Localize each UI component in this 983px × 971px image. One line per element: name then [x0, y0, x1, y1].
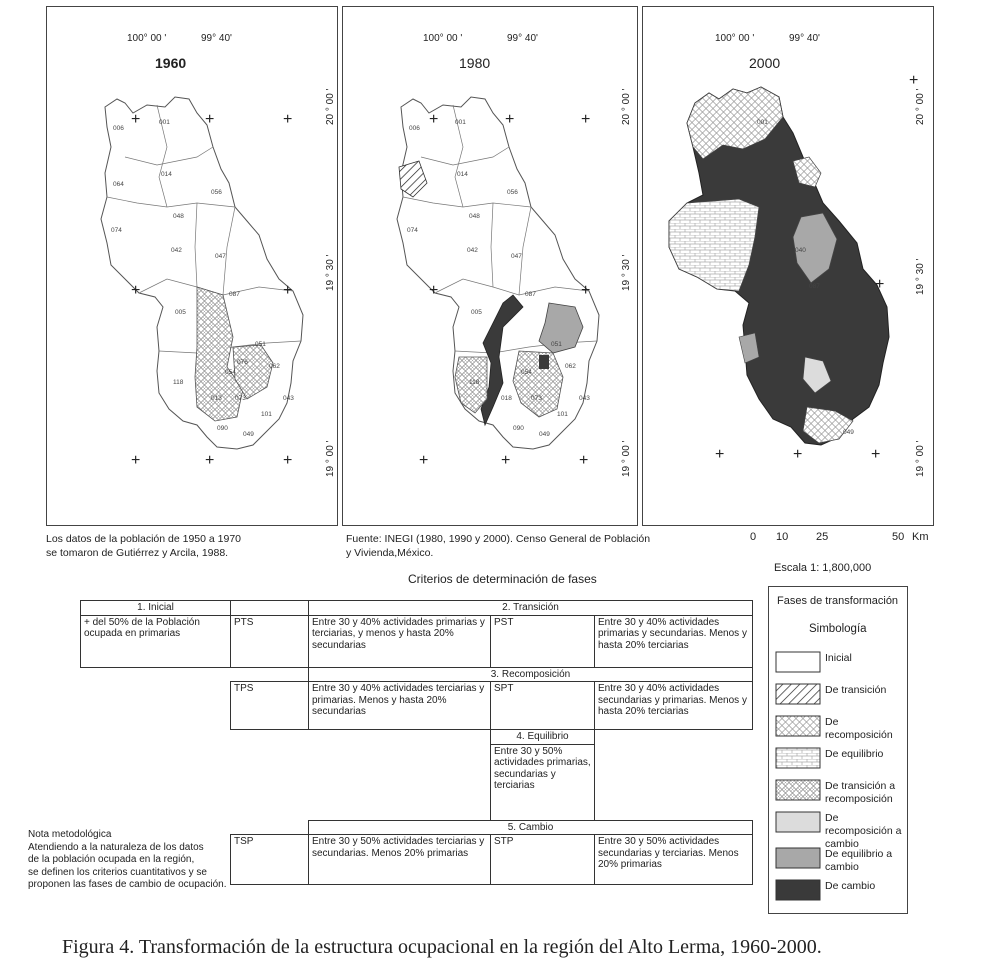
- code-pst: PST: [491, 615, 595, 667]
- municipality-code: 074: [407, 227, 418, 234]
- phase-3-header: 3. Recomposición: [309, 667, 753, 682]
- municipality-code: 049: [843, 429, 854, 436]
- legend-header: Fases de transformación: [777, 595, 899, 607]
- municipality-code: 062: [269, 363, 280, 370]
- phase-1-desc: + del 50% de la Población ocupada en primarias: [81, 615, 231, 667]
- legend: [768, 586, 908, 914]
- map-year: 2000: [749, 55, 781, 71]
- municipality-code: 087: [809, 283, 820, 290]
- municipality-code: 047: [511, 253, 522, 260]
- municipality-code: 087: [525, 291, 536, 298]
- map-panel-2000: [642, 6, 934, 526]
- municipality-code: 001: [455, 119, 466, 126]
- municipality-code: 051: [551, 341, 562, 348]
- grid-cross: +: [501, 452, 511, 469]
- municipality-code: 087: [229, 291, 240, 298]
- municipality-code: 013: [211, 395, 222, 402]
- phase-5-header: 5. Cambio: [309, 820, 753, 835]
- legend-item-transicion: De transición: [775, 681, 903, 713]
- scale-tick: 50: [892, 531, 905, 543]
- region-map-2000: [643, 7, 933, 525]
- code-stp: STP: [491, 835, 595, 885]
- grid-cross: +: [131, 282, 141, 299]
- legend-item-equilibrio-cambio: De equilibrio a cambio: [775, 845, 903, 877]
- phase-2-header: 2. Transición: [309, 601, 753, 616]
- longitude-label-1: 100° 00 ': [127, 33, 167, 44]
- pst-desc: Entre 30 y 40% actividades primarias y secundarias. Menos y hasta 20% terciarias: [595, 615, 753, 667]
- legend-item-transicion-recomposicion: De transición a recomposición: [775, 777, 903, 809]
- latitude-label-mid: 19 ° 30 ': [915, 258, 926, 295]
- municipality-code: 042: [171, 247, 182, 254]
- municipality-code: 062: [565, 363, 576, 370]
- phase-4-header: 4. Equilibrio: [491, 730, 595, 745]
- latitude-label-bot: 19 ° 00 ': [325, 440, 336, 477]
- grid-cross: +: [871, 446, 881, 463]
- region-map-1960: [47, 7, 337, 525]
- legend-item-recomposicion-cambio: De recomposición a cambio: [775, 809, 903, 841]
- map-year: 1980: [459, 55, 491, 71]
- methodology-note: Nota metodológica Atendiendo a la naturaleza de los datos de la población ocupada en la región, se definen los criterios cuantitativos y se proponen las fases de cambio de ocupación.: [28, 829, 227, 890]
- legend-subheader: Simbología: [809, 623, 867, 635]
- scale-tick: Km: [912, 531, 929, 543]
- stp-desc: Entre 30 y 50% actividades secundarias y terciarias. Menos 20% primarias: [595, 835, 753, 885]
- grid-cross: +: [581, 282, 591, 299]
- municipality-code: 090: [513, 425, 524, 432]
- municipality-code: 064: [113, 181, 124, 188]
- source-note-inegi: Fuente: INEGI (1980, 1990 y 2000). Censo General de Población y Vivienda,México.: [346, 533, 651, 559]
- municipality-code: 014: [161, 171, 172, 178]
- grid-cross: +: [909, 72, 919, 89]
- municipality-code: 076: [237, 359, 248, 366]
- latitude-label-top: 20 ° 00 ': [621, 88, 632, 125]
- grid-cross: +: [205, 452, 215, 469]
- municipality-code: 051: [255, 341, 266, 348]
- grid-cross: +: [283, 111, 293, 128]
- municipality-code: 018: [501, 395, 512, 402]
- map-panel-1980: [342, 6, 638, 526]
- municipality-code: 042: [467, 247, 478, 254]
- grid-cross: +: [429, 282, 439, 299]
- code-tsp: TSP: [231, 835, 309, 885]
- municipality-code: 005: [471, 309, 482, 316]
- grid-cross: +: [205, 111, 215, 128]
- municipality-code: 048: [173, 213, 184, 220]
- phase-4-desc: Entre 30 y 50% actividades primarias, secundarias y terciarias: [491, 744, 595, 820]
- map-panel-1960: [46, 6, 338, 526]
- latitude-label-bot: 19 ° 00 ': [915, 440, 926, 477]
- grid-cross: +: [283, 282, 293, 299]
- municipality-code: 056: [507, 189, 518, 196]
- municipality-code: 118: [469, 379, 480, 386]
- grid-cross: +: [505, 111, 515, 128]
- map-year: 1960: [155, 55, 187, 71]
- grid-cross: +: [419, 452, 429, 469]
- pts-desc: Entre 30 y 40% actividades primarias y terciarias, y menos y hasta 20% secundarias: [309, 615, 491, 667]
- longitude-label-2: 99° 40': [789, 33, 820, 44]
- latitude-label-mid: 19 ° 30 ': [621, 254, 632, 291]
- municipality-code: 043: [283, 395, 294, 402]
- municipality-code: 054: [225, 369, 236, 376]
- grid-cross: +: [429, 111, 439, 128]
- criteria-title: Criterios de determinación de fases: [408, 572, 597, 586]
- municipality-code: 073: [235, 395, 246, 402]
- municipality-code: 014: [457, 171, 468, 178]
- longitude-label-2: 99° 40': [201, 33, 232, 44]
- grid-cross: +: [131, 111, 141, 128]
- code-tps: TPS: [231, 682, 309, 730]
- phase-1-header: 1. Inicial: [81, 601, 231, 616]
- latitude-label-top: 20 ° 00 ': [915, 88, 926, 125]
- municipality-code: 043: [579, 395, 590, 402]
- municipality-code: 101: [557, 411, 568, 418]
- longitude-label-1: 100° 00 ': [423, 33, 463, 44]
- municipality-code: 048: [469, 213, 480, 220]
- longitude-label-2: 99° 40': [507, 33, 538, 44]
- municipality-code: 006: [409, 125, 420, 132]
- municipality-code: 090: [217, 425, 228, 432]
- region-map-1980: [343, 7, 637, 525]
- tps-desc: Entre 30 y 40% actividades terciarias y primarias. Menos y hasta 20% secundarias: [309, 682, 491, 730]
- longitude-label-1: 100° 00 ': [715, 33, 755, 44]
- tsp-desc: Entre 30 y 50% actividades terciarias y secundarias. Menos 20% primarias: [309, 835, 491, 885]
- scale-tick: 0: [750, 531, 757, 543]
- legend-item-cambio: De cambio: [775, 877, 903, 909]
- grid-cross: +: [131, 452, 141, 469]
- municipality-code: 118: [173, 379, 184, 386]
- grid-cross: +: [715, 446, 725, 463]
- latitude-label-mid: 19 ° 30 ': [325, 254, 336, 291]
- legend-item-equilibrio: De equilibrio: [775, 745, 903, 777]
- municipality-code: 073: [531, 395, 542, 402]
- scale-tick: 10: [776, 531, 789, 543]
- grid-cross: +: [579, 452, 589, 469]
- municipality-code: 054: [521, 369, 532, 376]
- latitude-label-top: 20 ° 00 ': [325, 88, 336, 125]
- municipality-code: 001: [159, 119, 170, 126]
- code-spt: SPT: [491, 682, 595, 730]
- scale-tick: 25: [816, 531, 829, 543]
- municipality-code: 049: [243, 431, 254, 438]
- latitude-label-bot: 19 ° 00 ': [621, 440, 632, 477]
- grid-cross: +: [283, 452, 293, 469]
- municipality-code: 101: [261, 411, 272, 418]
- grid-cross: +: [581, 111, 591, 128]
- municipality-code: 001: [757, 119, 768, 126]
- municipality-code: 074: [111, 227, 122, 234]
- grid-cross: +: [793, 446, 803, 463]
- legend-item-recomposicion: De recomposición: [775, 713, 903, 745]
- municipality-code: 049: [539, 431, 550, 438]
- municipality-code: 006: [113, 125, 124, 132]
- legend-item-inicial: Inicial: [775, 649, 903, 681]
- municipality-code: 047: [215, 253, 226, 260]
- municipality-code: 005: [175, 309, 186, 316]
- grid-cross: +: [875, 276, 885, 293]
- scale-label: Escala 1: 1,800,000: [774, 562, 872, 574]
- source-note-left: Los datos de la población de 1950 a 1970 se tomaron de Gutiérrez y Arcila, 1988.: [46, 533, 241, 559]
- municipality-code: 056: [211, 189, 222, 196]
- code-pts: PTS: [231, 615, 309, 667]
- spt-desc: Entre 30 y 40% actividades secundarias y primarias. Menos y hasta 20% terciarias: [595, 682, 753, 730]
- figure-caption: Figura 4. Transformación de la estructura ocupacional en la región del Alto Lerma, 1960-2000.: [62, 936, 822, 958]
- municipality-code: 040: [795, 247, 806, 254]
